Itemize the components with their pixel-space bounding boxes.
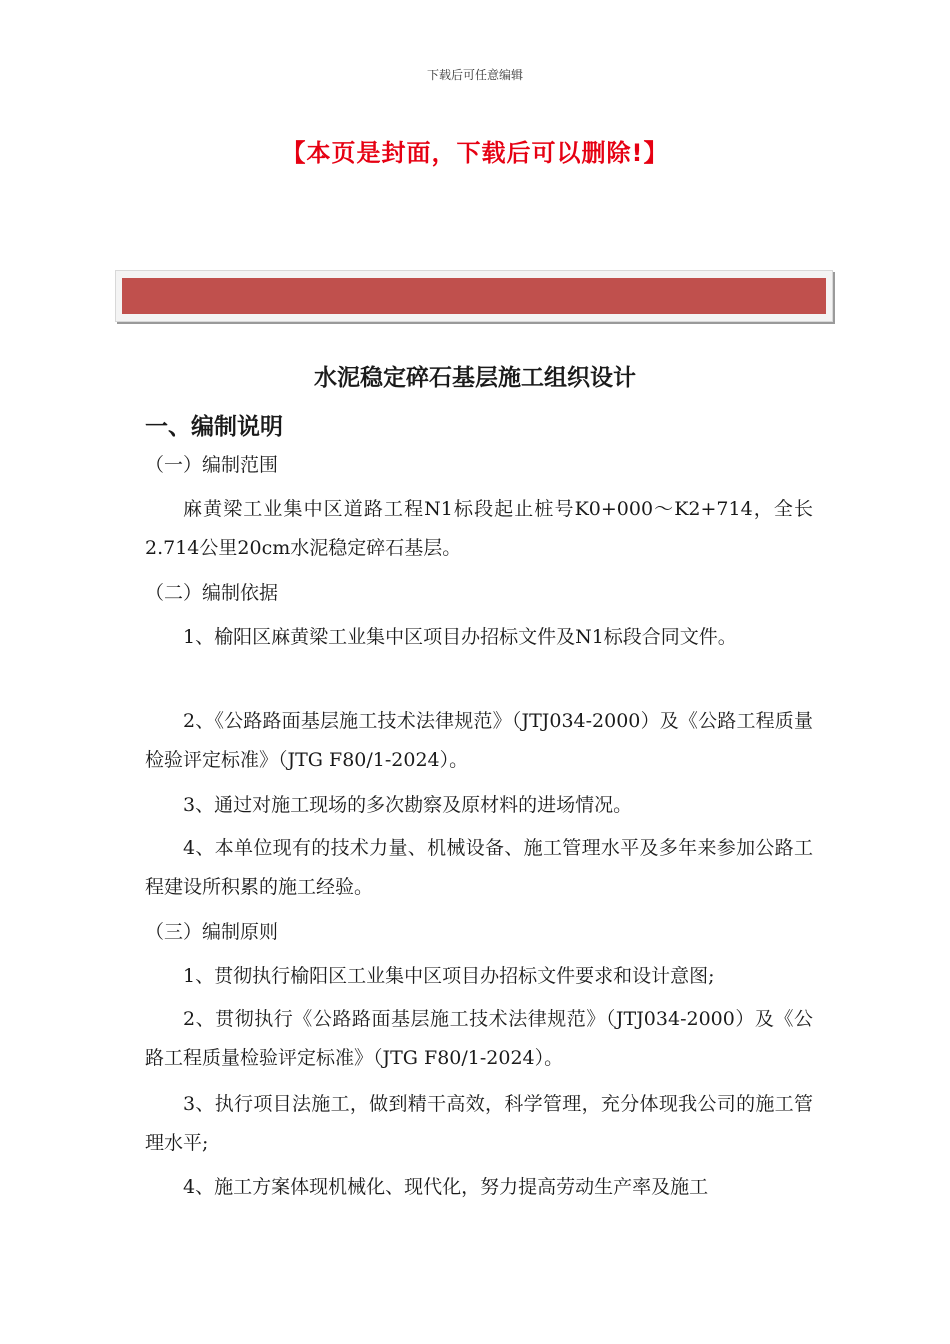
principle-item-1: 1、贯彻执行榆阳区工业集中区项目办招标文件要求和设计意图; <box>183 965 715 987</box>
basis-item-2: 2、《公路路面基层施工技术法律规范》（JTJ034-2000）及《公路工程质量检验评定标准》（JTG F80/1-2024）。 <box>145 710 813 771</box>
subsection-basis-heading: （二）编制依据 <box>145 582 279 604</box>
subsection-scope-heading: （一）编制范围 <box>145 454 279 476</box>
basis-item-3: 3、通过对施工现场的多次勘察及原材料的进场情况。 <box>183 794 633 816</box>
principle-item-2: 2、贯彻执行《公路路面基层施工技术法律规范》（JTJ034-2000）及《公路工程质量检验评定标准》（JTG F80/1-2024）。 <box>145 1008 813 1069</box>
cover-notice: 【本页是封面，下载后可以删除!】 <box>281 139 669 167</box>
principle-item-4: 4、施工方案体现机械化、现代化，努力提高劳动生产率及施工 <box>183 1176 709 1198</box>
banner-bar <box>122 278 826 314</box>
basis-item-1: 1、榆阳区麻黄梁工业集中区项目办招标文件及N1标段合同文件。 <box>183 626 737 648</box>
subsection-principles-heading: （三）编制原则 <box>145 921 279 943</box>
basis-item-4: 4、本单位现有的技术力量、机械设备、施工管理水平及多年来参加公路工程建设所积累的施工经验。 <box>145 837 813 898</box>
header-note: 下载后可任意编辑 <box>426 68 523 82</box>
title-banner <box>115 270 833 322</box>
document-title: 水泥稳定碎石基层施工组织设计 <box>314 365 636 391</box>
scope-paragraph: 麻黄梁工业集中区道路工程N1标段起止桩号K0+000～K2+714，全长2.714公里20cm水泥稳定碎石基层。 <box>145 498 813 559</box>
principle-item-3: 3、执行项目法施工，做到精干高效，科学管理，充分体现我公司的施工管理水平; <box>145 1093 813 1154</box>
section-heading: 一、编制说明 <box>145 414 283 440</box>
